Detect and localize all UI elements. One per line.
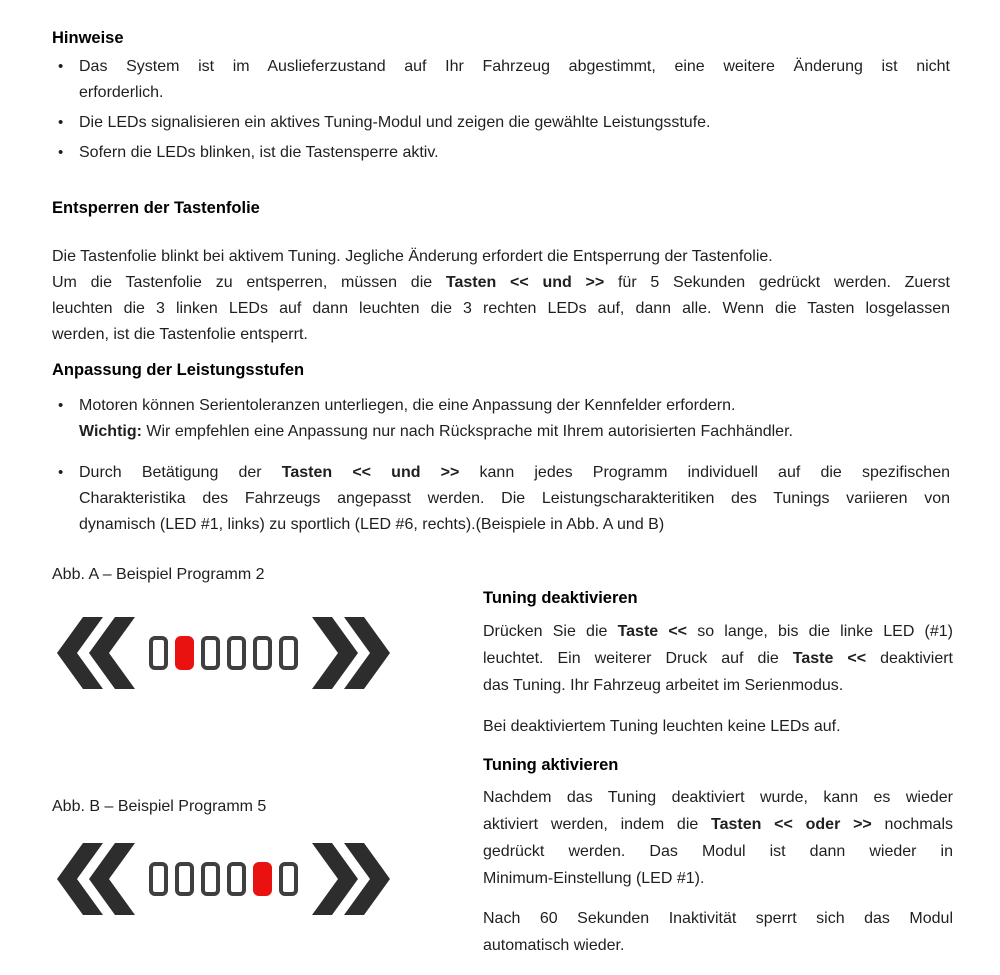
paragraph-line: Nachdem das Tuning deaktiviert wurde, kann es wieder	[483, 789, 953, 806]
figure-a-caption: Abb. A – Beispiel Programm 2	[52, 566, 265, 583]
bullet-text: Wichtig: Wir empfehlen eine Anpassung nur nach Rücksprache mit Ihrem autorisierten Fachhändler.	[79, 423, 793, 440]
bullet-text: erforderlich.	[79, 84, 164, 101]
figure-b-caption: Abb. B – Beispiel Programm 5	[52, 798, 267, 815]
section-hinweise	[52, 28, 950, 166]
bullet-marker: •	[58, 397, 64, 414]
paragraph-line: Nach 60 Sekunden Inaktivität sperrt sich das Modul	[483, 910, 953, 927]
hinweise-list	[52, 54, 950, 166]
paragraph-line: Drücken Sie die Taste << so lange, bis die linke LED (#1)	[483, 623, 953, 640]
paragraph-line: Um die Tastenfolie zu entsperren, müssen die Tasten << und >> für 5 Sekunden gedrückt werden. Zuerst	[52, 274, 950, 291]
list-item	[52, 460, 950, 538]
paragraph	[483, 618, 953, 699]
double-chevron-left-icon	[57, 843, 135, 915]
list-item	[52, 140, 950, 166]
list-item	[52, 110, 950, 136]
led-2	[175, 862, 194, 896]
paragraph-line: leuchtet. Ein weiterer Druck auf die Taste << deaktiviert	[483, 650, 953, 667]
section-anpassung	[52, 360, 950, 538]
bullet-text: Sofern die LEDs blinken, ist die Tastensperre aktiv.	[79, 144, 439, 161]
hinweise-title: Hinweise	[52, 29, 124, 47]
paragraph-line: das Tuning. Ihr Fahrzeug arbeitet im Serienmodus.	[483, 677, 844, 694]
paragraph-line: Bei deaktiviertem Tuning leuchten keine LEDs auf.	[483, 718, 841, 735]
led-row	[149, 862, 298, 896]
entsperren-title: Entsperren der Tastenfolie	[52, 199, 260, 217]
led-row	[149, 636, 298, 670]
led-4	[227, 862, 246, 896]
paragraph	[483, 784, 953, 892]
bullet-marker: •	[58, 464, 64, 481]
double-chevron-left-icon	[57, 617, 135, 689]
bullet-text: Die LEDs signalisieren ein aktives Tuning-Modul und zeigen die gewählte Leistungsstufe.	[79, 114, 711, 131]
anpassung-title: Anpassung der Leistungsstufen	[52, 361, 305, 379]
bullet-marker: •	[58, 144, 64, 161]
paragraph	[483, 713, 953, 740]
paragraph-line: automatisch wieder.	[483, 937, 625, 954]
paragraph-line: werden, ist die Tastenfolie entsperrt.	[52, 326, 308, 343]
led-3	[201, 862, 220, 896]
figure-a-led-display	[57, 617, 390, 689]
paragraph-line: Die Tastenfolie blinkt bei aktivem Tuning. Jegliche Änderung erfordert die Entsperrung der Tastenfolie.	[52, 248, 773, 265]
right-column	[483, 588, 953, 959]
led-1	[149, 636, 168, 670]
led-3	[201, 636, 220, 670]
paragraph-line: gedrückt werden. Das Modul ist dann wieder in	[483, 843, 953, 860]
paragraph-line: leuchten die 3 linken LEDs auf dann leuchten die 3 rechten LEDs auf, dann alle. Wenn die Tasten losgelassen	[52, 300, 950, 317]
paragraph	[52, 244, 950, 270]
led-1	[149, 862, 168, 896]
deaktivieren-title: Tuning deaktivieren	[483, 589, 638, 607]
bullet-text: Durch Betätigung der Tasten << und >> kann jedes Programm individuell auf die spezifischen	[79, 464, 950, 481]
led-5-active	[253, 862, 272, 896]
led-6	[279, 636, 298, 670]
paragraph-line: Minimum-Einstellung (LED #1).	[483, 870, 705, 887]
led-5	[253, 636, 272, 670]
anpassung-list	[52, 393, 950, 538]
bullet-text: Motoren können Serientoleranzen unterliegen, die eine Anpassung der Kennfelder erfordern.	[79, 397, 736, 414]
paragraph	[483, 905, 953, 959]
list-item	[52, 393, 950, 445]
led-6	[279, 862, 298, 896]
paragraph-line: aktiviert werden, indem die Tasten << oder >> nochmals	[483, 816, 954, 833]
bullet-marker: •	[58, 58, 64, 75]
led-4	[227, 636, 246, 670]
section-entsperren	[52, 198, 950, 348]
list-item	[52, 54, 950, 106]
double-chevron-right-icon	[312, 843, 390, 915]
double-chevron-right-icon	[312, 617, 390, 689]
figure-b-led-display	[57, 843, 390, 915]
paragraph	[52, 270, 950, 348]
led-2-active	[175, 636, 194, 670]
bullet-text: Charakteristika des Fahrzeugs angepasst werden. Die Leistungscharakteritiken des Tunings variieren von	[79, 490, 950, 507]
aktivieren-title: Tuning aktivieren	[483, 756, 619, 774]
bullet-text: Das System ist im Auslieferzustand auf Ihr Fahrzeug abgestimmt, eine weitere Änderung ist nicht	[79, 58, 950, 75]
bullet-marker: •	[58, 114, 64, 131]
bullet-text: dynamisch (LED #1, links) zu sportlich (LED #6, rechts).(Beispiele in Abb. A und B)	[79, 516, 665, 533]
